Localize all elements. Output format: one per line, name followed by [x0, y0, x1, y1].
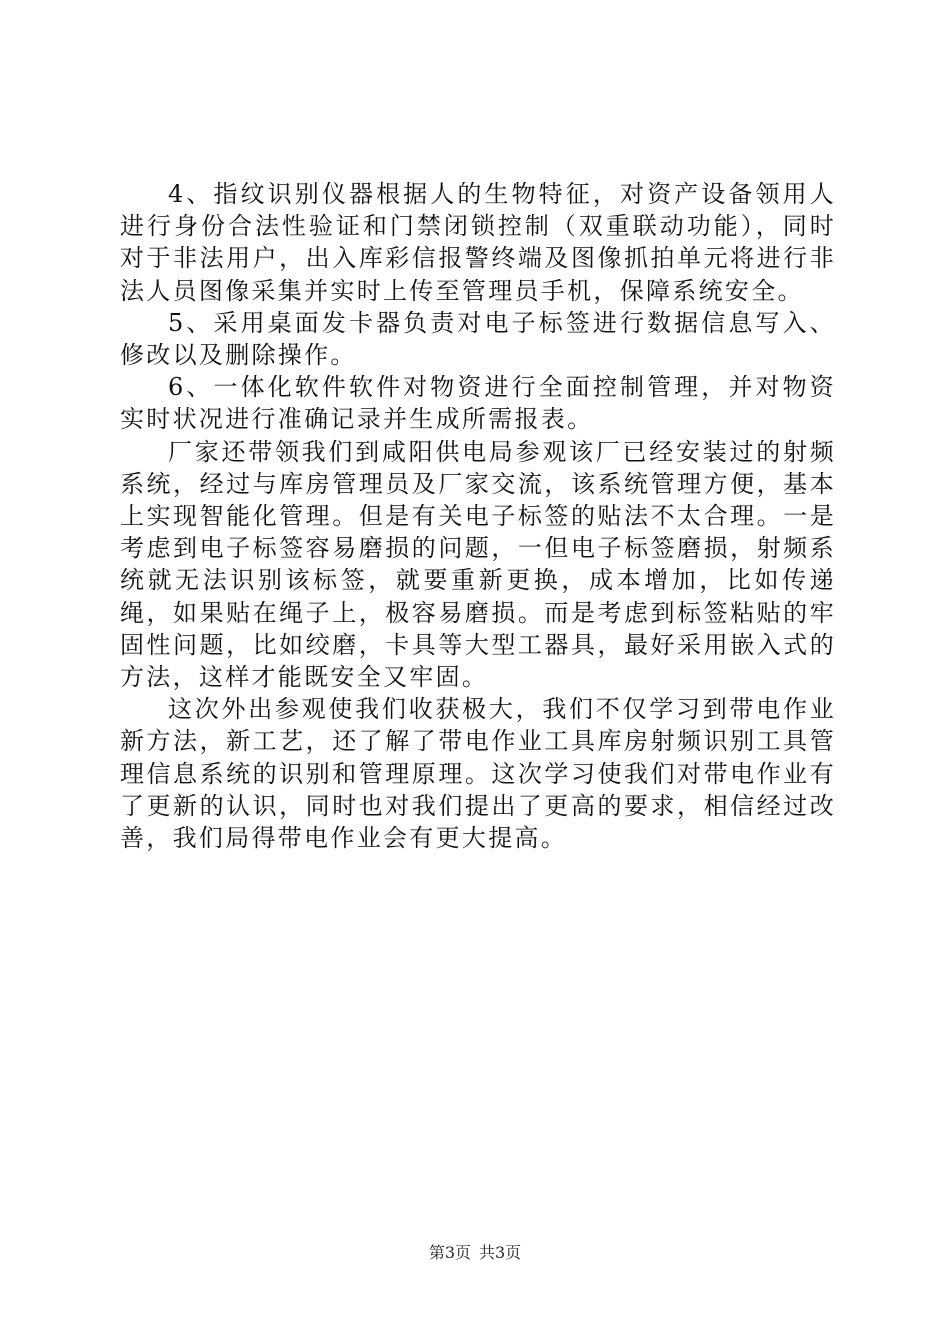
page-number: 第3页 — [428, 1243, 471, 1262]
paragraph-conclusion: 这次外出参观使我们收获极大，我们不仅学习到带电作业新方法，新工艺，还了解了带电作业工具库房射频识别工具管理信息系统的识别和管理原理。这次学习使我们对带电作业有了更新的认识，同时也对我们提出了更高的要求，相信经过改善，我们局得带电作业会有更大提高。 — [120, 695, 836, 853]
page-total: 共3页 — [479, 1243, 522, 1262]
document-body — [120, 178, 836, 854]
paragraph-item-6: 6、一体化软件软件对物资进行全面控制管理，并对物资实时状况进行准确记录并生成所需报表。 — [120, 373, 836, 434]
paragraph-item-4: 4、指纹识别仪器根据人的生物特征，对资产设备领用人进行身份合法性验证和门禁闭锁控制（双重联动功能），同时对于非法用户，出入库彩信报警终端及图像抓拍单元将进行非法人员图像采集并实时上传至管理员手机，保障系统安全。 — [120, 180, 836, 305]
paragraph-site-visit: 厂家还带领我们到咸阳供电局参观该厂已经安装过的射频系统，经过与库房管理员及厂家交流，该系统管理方便，基本上实现智能化管理。但是有关电子标签的贴法不太合理。一是考虑到电子标签容易磨损的问题，一但电子标签磨损，射频系统就无法识别该标签，就要重新更换，成本增加，比如传递绳，如果贴在绳子上，极容易磨损。而是考虑到标签粘贴的牢固性问题，比如绞磨，卡具等大型工器具，最好采用嵌入式的方法，这样才能既安全又牢固。 — [120, 437, 836, 692]
page-footer — [0, 1242, 950, 1264]
paragraph-item-5: 5、采用桌面发卡器负责对电子标签进行数据信息写入、修改以及删除操作。 — [120, 308, 836, 370]
